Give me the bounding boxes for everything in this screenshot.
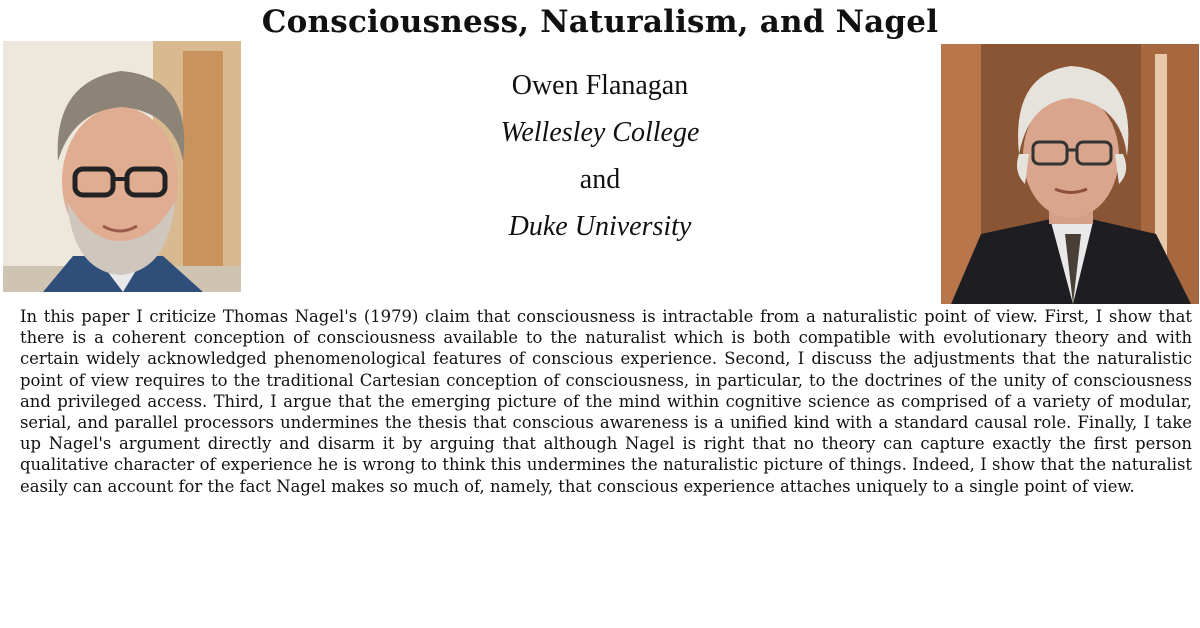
author-portrait-left [3, 41, 241, 292]
affiliation-wellesley: Wellesley College [500, 117, 700, 148]
affiliation-duke: Duke University [508, 211, 692, 242]
abstract-text: In this paper I criticize Thomas Nagel's (1979) claim that consciousness is intractable from a naturalistic point of view. First, I show that there is a coherent conception of consciousness available to the naturalist which is both compatible with evolutionary theory and with certain widely acknowledged phenomenological features of conscious experience. Second, I discuss the adjustments that the naturalistic point of view requires to the traditional Cartesian conception of consciousness, in particular, to the doctrines of the unity of consciousness and privileged access. Third, I argue that the emerging picture of the mind within cognitive science as comprised of a variety of modular, serial, and parallel processors undermines the thesis that conscious awareness is a unified kind with a standard causal role. Finally, I take up Nagel's argument directly and disarm it by arguing that although Nagel is right that no theory can capture exactly the first person qualitative character of experience he is wrong to think this undermines the naturalistic picture of things. Indeed, I show that the naturalist easily can account for the fact Nagel makes so much of, namely, that conscious experience attaches uniquely to a single point of view. [20, 307, 1192, 496]
author-block [390, 62, 810, 250]
paper-title: Consciousness, Naturalism, and Nagel [261, 4, 939, 40]
author-name: Owen Flanagan [511, 70, 689, 101]
affiliation-conjunction: and [579, 164, 621, 195]
author-portrait-right [941, 44, 1199, 304]
